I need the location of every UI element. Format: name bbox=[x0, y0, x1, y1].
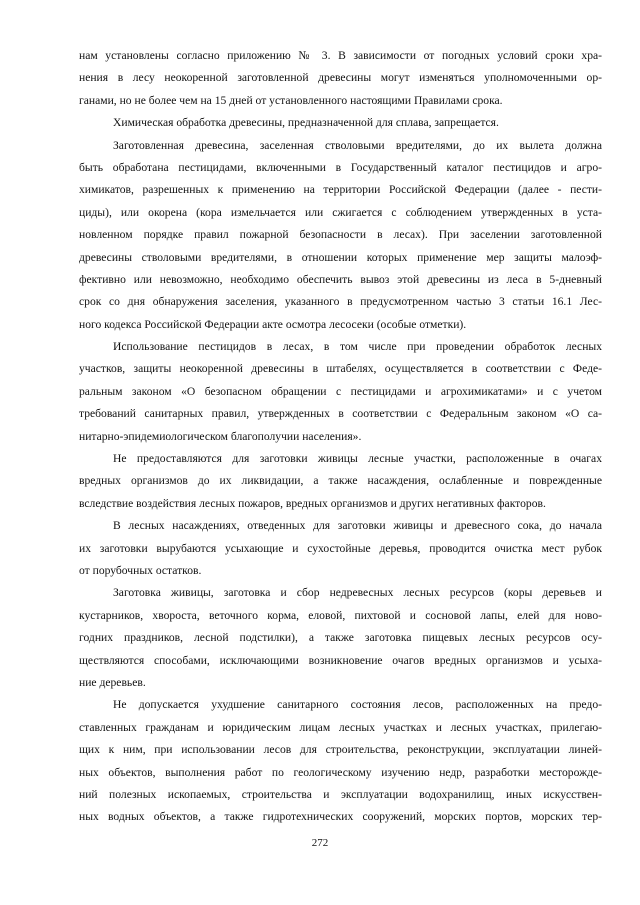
text-line: новленном порядке правил пожарной безопасности в лесах). При заселении заготовленной bbox=[79, 228, 602, 242]
text-line: участков, защиты неокоренной древесины в штабелях, осуществляется в соответствии с Феде- bbox=[79, 362, 602, 376]
text-line: ганами, но не более чем на 15 дней от установленного настоящими Правилами срока. bbox=[79, 93, 503, 107]
text-line: щих к ним, при использовании лесов для строительства, реконструкции, эксплуатации линей- bbox=[79, 743, 602, 757]
page-number: 272 bbox=[311, 837, 329, 849]
text-line: нения в лесу неокоренной заготовленной древесины могут изменяться уполномоченными ор- bbox=[79, 71, 602, 85]
text-line: их заготовки вырубаются усыхающие и сухостойные деревья, проводится очистка мест рубок bbox=[79, 541, 602, 555]
text-line: фективно или невозможно, необходимо обеспечить вывоз этой древесины из леса в 5-дневный bbox=[79, 272, 602, 286]
text-line: Химическая обработка древесины, предназначенной для сплава, запрещается. bbox=[113, 116, 499, 130]
text-line: ставленных гражданам и юридическим лицам лесных участках и лесных участках, прилегаю- bbox=[79, 720, 602, 734]
text-line: Не предоставляются для заготовки живицы лесные участки, расположенные в очагах bbox=[113, 452, 602, 466]
text-line: Использование пестицидов в лесах, в том числе при проведении обработок лесных bbox=[113, 340, 602, 354]
text-line: ние деревьев. bbox=[79, 675, 146, 689]
text-line: кустарников, хвороста, веточного корма, еловой, пихтовой и сосновой лапы, елей для ново- bbox=[79, 608, 602, 622]
text-line: ральным законом «О безопасном обращении с пестицидами и агрохимикатами» и с учетом bbox=[79, 384, 602, 398]
text-line: ществляются способами, исключающими возникновение очагов вредных организмов и усыха- bbox=[79, 653, 602, 667]
text-line: В лесных насаждениях, отведенных для заготовки живицы и древесного сока, до начала bbox=[113, 519, 602, 533]
text-line: ного кодекса Российской Федерации акте осмотра лесосеки (особые отметки). bbox=[79, 317, 467, 331]
text-line: Не допускается ухудшение санитарного состояния лесов, расположенных на предо- bbox=[113, 698, 602, 712]
text-line: вредных организмов до их ликвидации, а также насаждения, ослабленные и поврежденные bbox=[79, 474, 602, 488]
text-line: ний полезных ископаемых, строительства и эксплуатации водохранилищ, иных искусствен- bbox=[79, 787, 602, 801]
text-line: вследствие воздействия лесных пожаров, вредных организмов и других негативных факторов. bbox=[79, 496, 546, 510]
text-line: Заготовленная древесина, заселенная стволовыми вредителями, до их вылета должна bbox=[113, 138, 602, 152]
text-line: древесины стволовыми вредителями, в отношении которых применение мер защиты малоэф- bbox=[79, 250, 602, 264]
text-line: нам установлены согласно приложению № 3. В зависимости от погодных условий сроки хра- bbox=[79, 49, 602, 62]
text-line: циды), или окорена (кора измельчается или сжигается с соблюдением утвержденных в уста- bbox=[79, 205, 602, 219]
text-line: ных водных объектов, а также гидротехнических сооружений, морских портов, морских тер- bbox=[79, 810, 602, 824]
text-line: нитарно-эпидемиологическом благополучии населения». bbox=[79, 429, 362, 443]
text-line: срок со дня обнаружения заселения, указанного в предусмотренном частью 3 статьи 16.1 Лес- bbox=[79, 295, 602, 309]
text-line: химикатов, разрешенных к применению на территории Российской Федерации (далее - пести- bbox=[79, 183, 602, 197]
text-line: от порубочных остатков. bbox=[79, 563, 202, 577]
text-line: ных объектов, выполнения работ по геологическому изучению недр, разработки месторожде- bbox=[79, 765, 602, 779]
text-line: требований санитарных правил, утвержденных в соответствии с Федеральным законом «О са- bbox=[79, 407, 602, 421]
text-line: быть обработана пестицидами, включенными в Государственный каталог пестицидов и агро- bbox=[79, 160, 602, 174]
text-line: годних праздников, лесной подстилки), а также заготовка пищевых лесных ресурсов осу- bbox=[79, 631, 602, 645]
text-line: Заготовка живицы, заготовка и сбор недревесных лесных ресурсов (коры деревьев и bbox=[113, 586, 602, 600]
body-text bbox=[79, 45, 602, 829]
